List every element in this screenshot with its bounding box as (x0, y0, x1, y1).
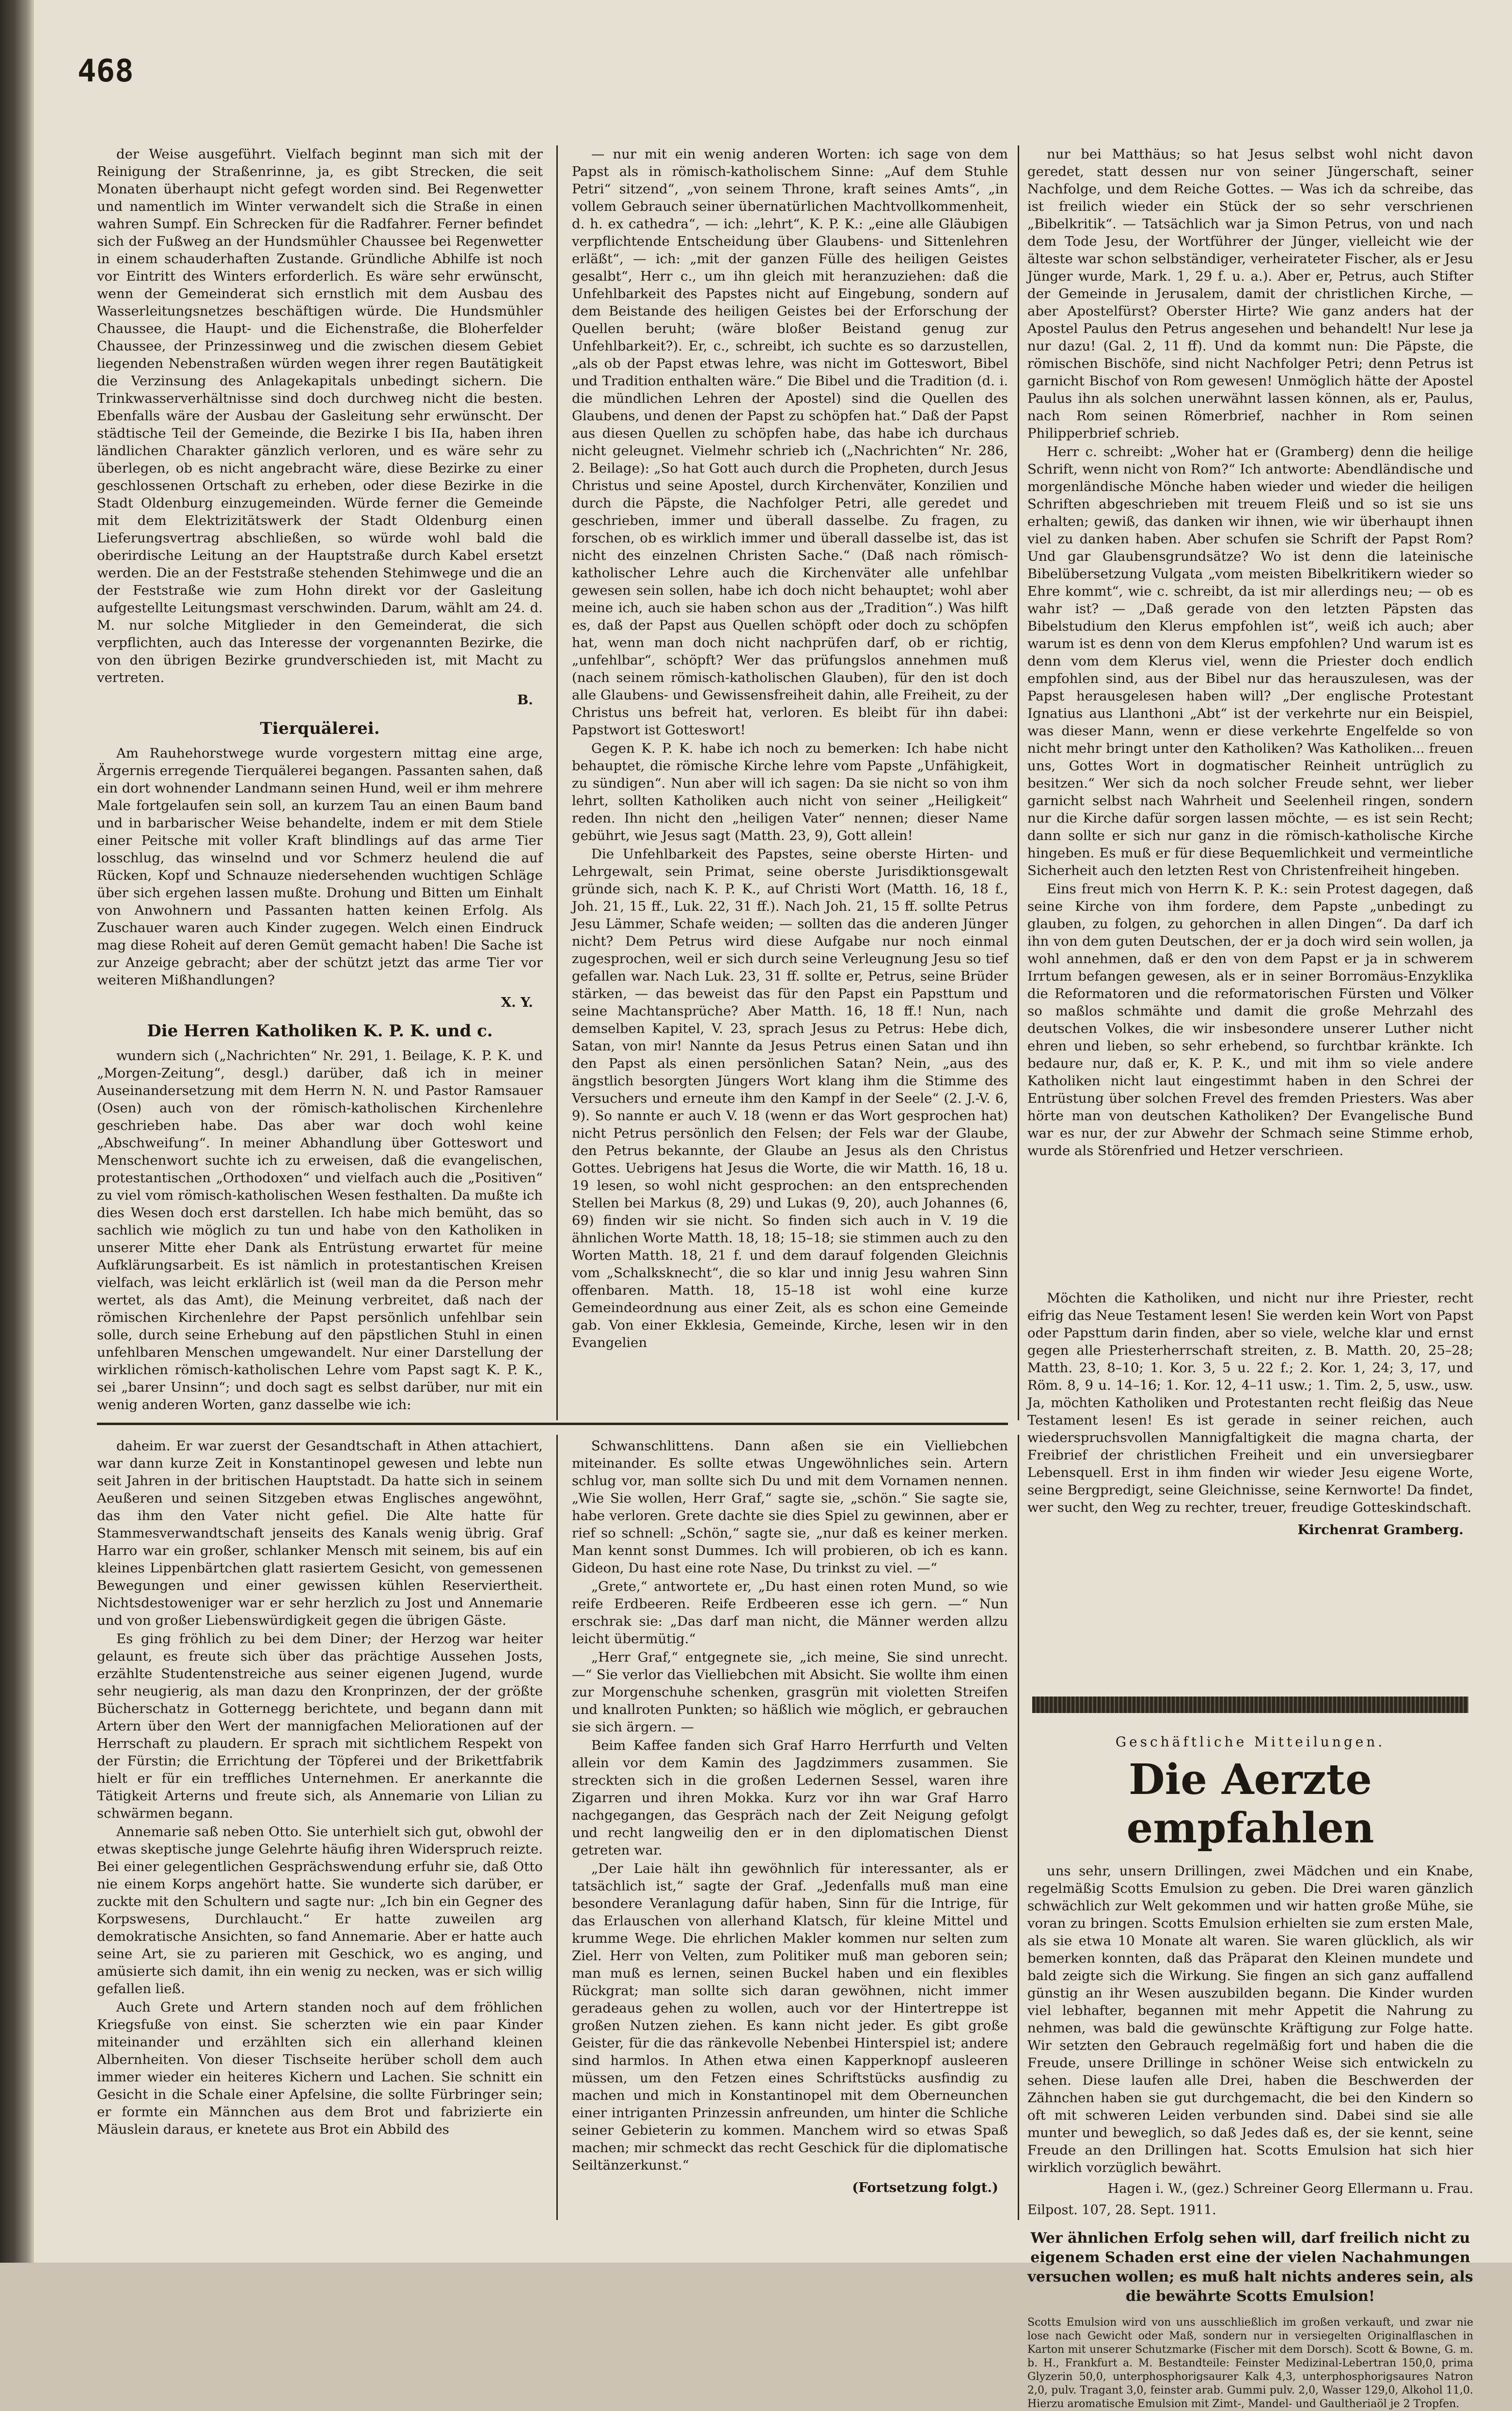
article-paragraph: nur bei Matthäus; so hat Jesus selbst wohl nicht davon geredet, statt dessen nur von seiner Jüngerschaft, seiner Nachfolge, und dem Reiche Gottes. — Was ich da schreibe, das ist freilich wieder ein Stück der so sehr verschrienen „Bibelkritik“. — Tatsächlich war ja Simon Petrus, von und nach dem Tode Jesu, der Wortführer der Jünger, vielleicht wie der älteste war schon selbständiger, verheirateter Fischer, als er Jesu Jünger wurde, Mark. 1, 29 f. u. a.). Aber er, Petrus, auch Stifter der Gemeinde in Jerusalem, damit der christlichen Kirche, — aber Apostelfürst? Oberster Hirte? Wie ganz anders hat der Apostel Paulus den Petrus angesehen und behandelt! Nur lese ja nur dazu! (Gal. 2, 11 ff). Und da kommt nun: Die Päpste, die römischen Bischöfe, sind nicht Nachfolger Petri; denn Petrus ist garnicht Bischof von Rom gewesen! Unmöglich hätte der Apostel Paulus ihn als solchen unerwähnt lassen können, als er, Paulus, nach Rom seinen Römerbrief, nachher in Rom seinen Philipperbrief schrieb. (1027, 146, 1473, 441)
story-paragraph: Es ging fröhlich zu bei dem Diner; der Herzog war heiter gelaunt, es freute sich über das prächtige Aussehen Josts, erzählte Studentenstreiche aus seiner eigenen Jugend, wurde sehr neugierig, als man dazu den Kronprinzen, der der größte Bücherschatz in Gotternegg berichtete, und begann dann mit Artern über den Wert der mannigfachen Meliorationen auf der Herrschaft zu plaudern. Er sprach mit sichtlichem Respekt von der Fürstin; die Errichtung der Töpferei und der Brikettfabrik hielt er für ein treffliches Unternehmen. Er anerkannte die Tätigkeit Arterns und freute sich, als Annemarie von Lilian zu schwärmen begann. (97, 1631, 543, 1821)
article-paragraph: Die Unfehlbarkeit des Papstes, seine oberste Hirten- und Lehrgewalt, sein Primat, seine oberste Jurisdiktionsgewalt gründe sich, nach K. P. K., auf Christi Wort (Matth. 16, 18 f., Joh. 21, 15 ff., Luk. 22, 31 ff.). Nach Joh. 21, 15 ff. sollte Petrus Jesu Lämmer, Schafe weiden; — sollten das die anderen Jünger nicht? Dem Petrus wird diese Aufgabe nur noch einmal zugesprochen, weil er sich durch seine Verleugnung Jesu so tief gefallen war. Nach Luk. 23, 31 ff. sollte er, Petrus, seine Brüder stärken, — das beweist das für den Papst ein Papsttum und seine Machtansprüche? Aber Matth. 16, 18 ff.! Nun, nach demselben Kapitel, V. 23, sprach Jesus zu Petrus: Hebe dich, Satan, von mir! Nannte da Jesus Petrus einen Satan und ihn den Papst als einen persönlichen Satan? Nein, „aus des ängstlich besorgten Jüngers Wort klang ihm die Stimme des Versuchers und erneute ihm den Kampf in der Seele“ (2. J.-V. 6, 9). So nannte er auch V. 18 (wenn er das Wort gesprochen hat) nicht Petrus persönlich den Felsen; der Fels war der Glaube, den Petrus bekannte, der Glaube an Jesus als den Christus Gottes. Uebrigens hat Jesus die Worte, die wir Matth. 16, 18 u. 19 lesen, so wohl nicht gesprochen: an den entsprechenden Stellen bei Markus (8, 29) und Lukas (9, 20), auch Johannes (6, 69) finden wir sie nicht. So finden sich auch in V. 19 die ähnlichen Worte Matth. 18, 18; 15–18; sie stimmen auch zu den Worten Matth. 18, 21 f. und dem darauf folgenden Gleichnis vom „Schalksknecht“, die so klar und innig Jesu wahren Sinn offenbaren. Matth. 18, 15–18 ist wohl eine kurze Gemeindeordnung aus einer Zeit, als es schon eine Gemeinde gab. Von einer Ekklesia, Gemeinde, Kirche, lesen wir in den Evangelien (572, 846, 1008, 1350)
article-column-1 (97, 145, 543, 1412)
article-heading: Tierquälerei. (260, 719, 380, 738)
ad-title: Die Aerzte empfahlen (1126, 1755, 1374, 1853)
section-divider (97, 1423, 1008, 1425)
article-paragraph: der Weise ausgeführt. Vielfach beginnt man sich mit der Reinigung der Straßenrinne, ja, es gibt Strecken, die seit Monaten überhaupt nicht gefegt worden sind. Bei Regenwetter und namentlich im Winter verwandelt sich die Straße in einen wahren Sumpf. Ein Schrecken für die Radfahrer. Ferner befindet sich der Fußweg an der Hundsmühler Chaussee bei Regenwetter in einem schauderhaften Zustande. Gründliche Abhilfe ist noch vor Eintritt des Winters erforderlich. Es wäre sehr erwünscht, wenn der Gemeinderat sich ernstlich mit dem Ausbau des Wasserleitungsnetzes beschäftigen würde. Die Hundsmühler Chaussee, die Haupt- und die Eichenstraße, die Bloherfelder Chaussee, der Prinzessinweg und die zwischen diesem Gebiet liegenden Nebenstraßen würden wegen ihrer regen Bautätigkeit die Verzinsung des Anlagekapitals unbedingt sichern. Die Trinkwasserverhältnisse sind doch durchweg nicht die besten. Ebenfalls wäre der Ausbau der Gasleitung sehr erwünscht. Der städtische Teil der Gemeinde, die Bezirke I bis IIa, haben ihren ländlichen Charakter gänzlich verloren, und es wäre sehr zu überlegen, ob es nicht angebracht wäre, diese Bezirke zu einer geschlossenen Ortschaft zu erheben, oder diese Bezirke in die Stadt Oldenburg einzugemeinden. Würde ferner die Gemeinde mit dem Elektrizitätswerk der Stadt Oldenburg einen Lieferungsvertrag abschließen, so würde wohl bald die oberirdische Leitung an der Hauptstraße durch Kabel ersetzt werden. Die an der Feststraße stehenden Stehimwege und die an der Feststraße wie zum Hohn direkt vor der Gasleitung aufgestellte Leitungsmast verschwinden. Darum, wählt am 24. d. M. nur solche Mitglieder in den Gemeinderat, die sich verpflichten, auch das Interesse der vorgenannten Bezirke, die von den übrigen Bezirke grundverschieden ist, mit Macht zu vertreten. (97, 146, 543, 685)
article-signature: Kirchenrat Gramberg. (1297, 1522, 1464, 1538)
advertisement (1027, 1726, 1473, 2410)
story-paragraph: Annemarie saß neben Otto. Sie unterhielt sich gut, obwohl der etwas skeptische junge Gelehrte häufig ihren Widerspruch reizte. Bei einer gelegentlichen Gesprächswendung erfuhr sie, daß Otto nie einem Korps angehört hatte. Sie wunderte sich darüber, er zuckte mit den Schultern und sagte nur: „Ich bin ein Gegner des Korpswesens, Durchlaucht.“ Er hatte zuweilen arg demokratische Ansichten, so fand Annemarie. Aber er hatte auch seine Art, sie zu parieren mit Geschick, wo es anging, und amüsierte sich damit, ihn ein wenig zu necken, was er sich willig gefallen ließ. (97, 1824, 543, 1997)
article-column-2 (572, 145, 1008, 1411)
article-column-3 (1027, 145, 1473, 1285)
ad-fineprint: Scotts Emulsion wird von uns ausschließlich im großen verkauft, und zwar nie lose nach Gewicht oder Maß, sondern nur in versiegelten Originalflaschen in Karton mit unserer Schutzmarke (Fischer mit dem Dorsch). Scott & Bowne, G. m. b. H., Frankfurt a. M. Bestandteile: Feinster Medizinal-Lebertran 150,0, prima Glyzerin 50,0, unterphosphorigsaurer Kalk 4,3, unterphosphorigsaures Natron 2,0, pulv. Tragant 3,0, feinster arab. Gummi pulv. 2,0, Wasser 129,0, Alkohol 11,0. Hierzu aromatische Emulsion mit Zimt-, Mandel- und Gaultheriaöl je 2 Tropfen. (1027, 2316, 1473, 2410)
story-paragraph: Auch Grete und Artern standen noch auf dem fröhlichen Kriegsfuße von einst. Sie scherzten wie ein paar Kinder miteinander und erzählten sich ein allerhand kleinen Albernheiten. Von dieser Tischseite herüber scholl dem auch immer wieder ein heiteres Kichern und Lachen. Sie schnitt ein Gesicht in die Schale einer Apfelsine, die sollte Fürbringer sein; er formte ein Männchen aus dem Brot und fabrizierte ein Mäuslein daraus, er knetete aus Brot ein Abbild des (97, 1999, 543, 2137)
article-signature: X. Y. (501, 995, 533, 1010)
story-paragraph: Schwanschlittens. Dann aßen sie ein Vielliebchen miteinander. Es sollte etwas Ungewöhnliches sein. Artern schlug vor, man sollte sich Du und mit dem Vornamen nennen. „Wie Sie wollen, Herr Graf,“ sagte sie, „schön.“ Sie sagte sie, habe verloren. Grete dachte sie dies Spiel zu gewinnen, aber er rief so schnell: „Schön,“ sagte sie, „nur daß es keiner merken. Man kennt sonst Dummes. Ich will probieren, ob ich es kann. Gideon, Du hast eine rote Nase, Du trinkst zu viel. —“ (572, 1438, 1008, 1576)
column-rule (1018, 1435, 1019, 2220)
book-binding (0, 0, 34, 2263)
story-paragraph: „Herr Graf,“ entgegnete sie, „ich meine, Sie sind unrecht. —“ Sie verlor das Vielliebchen mit Absicht. Sie wollte ihm einen zur Morgenschuhe schenken, grasgrün mit violetten Streifen und knallroten Punkten; so häßlich wie möglich, er gebrauchen sie sich ärgern. — (572, 1650, 1008, 1735)
story-paragraph: „Grete,“ antwortete er, „Du hast einen roten Mund, so wie reife Erdbeeren. Reife Erdbeeren esse ich gern. —“ Nun erschrak sie: „Das darf man nicht, die Männer werden allzu leicht übermütig.“ (572, 1579, 1008, 1647)
article-heading: Die Herren Katholiken K. P. K. und c. (147, 1021, 493, 1041)
article-paragraph: — nur mit ein wenig anderen Worten: ich sage von dem Papst als in römisch-katholischem Sinne: „Auf dem Stuhle Petri“ sitzend“, „von seinem Throne, kraft seines Amts“, „in vollem Gebrauch seiner übernatürlichen Machtvollkommenheit, d. h. ex cathedra“, — ich: „lehrt“, K. P. K.: „eine alle Gläubigen verpflichtende Entscheidung über Glaubens- und Sittenlehren erläßt“, — ich: „mit der ganzen Fülle des heiligen Geistes gesalbt“, Herr c., um ihn gleich mit heranzuziehen: daß die Unfehlbarkeit des Papstes nicht auf Eingebung, sondern auf dem Beistande des heiligen Geistes bei der Erforschung der Quellen beruht; (wäre bloßer Beistand genug zur Unfehlbarkeit?). Er, c., schreibt, ich suchte es so darzustellen, „als ob der Papst etwas lehre, was nicht im Gotteswort, Bibel und Tradition enthalten wäre.“ Die Bibel und die Tradition (d. i. die mündlichen Lehren der Apostel) sind die Quellen des Glaubens, und denen der Papst zu schöpfen hat.“ Daß der Papst aus diesen Quellen zu schöpfen habe, das habe ich durchaus nicht geleugnet. Vielmehr schrieb ich („Nachrichten“ Nr. 286, 2. Beilage): „So hat Gott auch durch die Propheten, durch Jesus Christus und seine Apostel, durch Kirchenväter, Konzilien und durch die Päpste, die Nachfolger Petri, alle geredet und geschrieben, immer und überall dasselbe. Zu fragen, zu forschen, ob es wirklich immer und überall dasselbe ist, das ist nicht des einzelnen Christen Sache.“ (Daß nach römisch-katholischer Lehre auch die Kirchenväter alle unfehlbar gewesen sein sollen, habe ich doch nicht behauptet; wohl aber meine ich, auch sie haben schon aus der „Tradition“.) Was hilft es, daß der Papst aus Quellen schöpft oder doch zu schöpfen hat, wenn man doch nicht nachprüfen darf, ob er richtig, „unfehlbar“, schöpft? Wer das prüfungslos annehmen muß (nach seinem römisch-katholischen Glauben), für den ist doch alle Glaubens- und Gewissensfreiheit dahin, alle Freiheit, zu der Christus uns befreit hat, verloren. Es bleibt für ihn dabei: Papstwort ist Gotteswort! (572, 146, 1008, 738)
ad-signature: Hagen i. W., (gez.) Schreiner Georg Ellermann u. Frau. (1107, 2181, 1473, 2196)
feuilleton-column-2 (572, 1437, 1008, 2213)
feuilleton-column-1 (97, 1437, 543, 2213)
ad-callout: Wer ähnlichen Erfolg sehen will, darf freilich nicht zu eigenem Schaden erst eine der vielen Nachahmungen versuchen wollen; es muß halt nichts anderes sein, als die bewährte Scotts Emulsion! (1027, 2230, 1473, 2305)
page-number: 468 (78, 53, 134, 89)
column-rule (1018, 145, 1019, 1420)
column-rule (556, 1435, 558, 2220)
story-paragraph: Beim Kaffee fanden sich Graf Harro Herrfurth und Velten allein vor dem Kamin des Jagdzimmers zusammen. Sie streckten sich in die großen Ledernen Sessel, waren ihre Zigarren und ihren Mokka. Kurz vor ihn war Graf Harro nachgegangen, das Gespräch nach der Zeit Neigung gefolgt und recht langweilig den er in den diplomatischen Dienst getreten war. (572, 1738, 1008, 1858)
article-paragraph: Möchten die Katholiken, und nicht nur ihre Priester, recht eifrig das Neue Testament lesen! Sie werden kein Wort von Papst oder Papsttum darin finden, aber so viele, welche klar und ernst gegen alle Priesterherrschaft streiten, z. B. Matth. 20, 25–28; Matth. 23, 8–10; 1. Kor. 3, 5 u. 22 f.; 2. Kor. 1, 24; 3, 17, und Röm. 8, 9 u. 14–16; 1. Kor. 12, 4–11 usw.; 1. Tim. 2, 5, usw., usw. Ja, möchten Katholiken und Protestanten recht fleißig das Neue Testament lesen! Es ist gerade in seiner reichen, auch wiederspruchsvollen Mannigfaltigkeit die magna charta, der Freibrief der christlichen Freiheit und ein unversiegbarer Lebensquell. Erst in ihm finden wir wieder Jesu eigene Worte, seine Bergpredigt, seine Gleichnisse, seine Kernworte! Da findet, wer sucht, den Weg zu rechter, treuer, freudige Gotteskindschaft. (1027, 1290, 1473, 1515)
article-column-3-end (1027, 1289, 1473, 1538)
article-paragraph: wundern sich („Nachrichten“ Nr. 291, 1. Beilage, K. P. K. und „Morgen-Zeitung“, desgl.) darüber, daß ich in meiner Auseinandersetzung mit dem Herrn N. N. und Pastor Ramsauer (Osen) auch von der römisch-katholischen Kirchenlehre geschrieben habe. Das aber war doch wohl keine „Abschweifung“. In meiner Abhandlung über Gotteswort und Menschenwort suchte ich zu erweisen, daß die evangelischen, protestantischen „Orthodoxen“ und vielfach auch die „Positiven“ zu viel vom römisch-katholischen Wesen festhalten. Da mußte ich dies Wesen doch erst darstellen. Ich habe mich bemüht, das so sachlich wie möglich zu tun und habe von den Katholiken in unserer Mitte eher Dank als Entrüstung erwartet für meine Aufklärungsarbeit. Es ist nämlich in protestantischen Kreisen vielfach, was leicht erklärlich ist (weil man da die Person mehr wertet, als das Amt), die Meinung verbreitet, daß nach der römischen Kirchenlehre der Papst persönlich unfehlbar sein solle, durch seine Erhebung auf den päpstlichen Stuhl in einen unfehlbaren Menschen umgewandelt. Nur einer Darstellung der wirklichen römisch-katholischen Lehre vom Papst sagt K. P. K., sei „barer Unsinn“; und doch sagt es selbst darüber, nur mit ein wenig anderen Worten, ganz dasselbe wie ich: (97, 1048, 543, 1412)
article-paragraph: Am Rauhehorstwege wurde vorgestern mittag eine arge, Ärgernis erregende Tierquälerei begangen. Passanten sahen, daß ein dort wohnender Landmann seinen Hund, weil er ihm mehrere Male fortgelaufen sein soll, an kurzem Tau an einen Baum band und in barbarischer Weise behandelte, indem er mit dem Stiele einer Peitsche mit voller Kraft blindlings auf das arme Tier losschlug, das winselnd und vor Schmerz heulend die auf Rücken, Kopf und Schnauze niedersehenden wuchtigen Schläge über sich ergehen lassen mußte. Drohung und Bitten um Einhalt von Anwohnern und Passanten hatten keinen Erfolg. Als Zuschauer waren auch Kinder zugegen. Welch einen Eindruck mag diese Roheit auf deren Gemüt gemacht haben! Die Sache ist zur Anzeige gebracht; aber der schützt jetzt das arme Tier vor weiteren Mißhandlungen? (97, 746, 543, 988)
ad-separator-bar (1032, 1697, 1468, 1713)
ad-date: Eilpost. 107, 28. Sept. 1911. (1027, 2203, 1216, 2218)
continuation-note: (Fortsetzung folgt.) (852, 2180, 998, 2195)
story-paragraph: „Der Laie hält ihn gewöhnlich für interessanter, als er tatsächlich ist,“ sagte der Graf. „Jedenfalls muß man eine besondere Veranlagung dafür haben, Sinn für die Intrige, für das Erlauschen von allerhand Klatsch, für kleine Mittel und krumme Wege. Die ehrlichen Makler kommen nur selten zum Ziel. Herr von Velten, zum Politiker muß man geboren sein; man muß es lernen, seinen Buckel haben und ein flexibles Rückgrat; man sollte sich daran gewöhnen, nicht immer geradeaus gehen zu wollen, auch vor der Hintertreppe ist großen Nutzen ziehen. Es kann nicht jeder. Es gibt große Geister, für die das ränkevolle Nebenbei Hinterspiel ist; andere sind harmlos. In Athen etwa einen Kapperknopf ausleeren müssen, um den Fetzen eines Schriftstücks ausfindig zu machen und mich in Konstantinopel mit dem Oberneunchen einer intriganten Prinzessin anfreunden, um hinter die Schliche seiner Gebieterin zu kommen. Manchem wird so etwas Spaß machen; mir schmeckt das recht Geschick für die diplomatische Seiltänzerkunst.“ (572, 1861, 1008, 2173)
story-paragraph: daheim. Er war zuerst der Gesandtschaft in Athen attachiert, war dann kurze Zeit in Konstantinopel gewesen und lebte nun seit Jahren in der britischen Hauptstadt. Da hatte sich in seinem Aeußeren und seinen Sitzgeben etwas Englisches angewöhnt, das ihm den Vater nicht gefiel. Die Alte hatte für Stammesverwandtschaft jenseits des Kanals wenig übrig. Graf Harro war ein großer, schlanker Mensch mit seinem, bis auf ein kleines Lippenbärtchen glatt rasiertem Gesicht, von gemessenen Bewegungen und einer gewissen kühlen Reserviertheit. Nichtsdestoweniger war er sehr herzlich zu Jost und Annemarie und von großer Liebenswürdigkeit gegen die übrigen Gäste. (97, 1438, 543, 1628)
column-rule (556, 145, 558, 1420)
article-paragraph: Gegen K. P. K. habe ich noch zu bemerken: Ich habe nicht behauptet, die römische Kirche lehre vom Papste „Unfähigkeit, zu sündigen“. Nun aber will ich sagen: Da sie nicht so von ihm lehrt, sollten Katholiken auch nicht von seiner „Heiligkeit“ reden. Ihn nicht den „heiligen Vater“ nennen; dieser Name gebührt, wie Jesus sagt (Matth. 23, 9), Gott allein! (572, 741, 1008, 843)
article-signature: B. (517, 692, 533, 708)
ad-section-heading: Geschäftliche Mitteilungen. (1115, 1734, 1386, 1750)
article-paragraph: Eins freut mich von Herrn K. P. K.: sein Protest dagegen, daß seine Kirche von ihm fordere, dem Papste „unbedingt zu glauben, zu folgen, zu gehorchen in allen Dingen“. Da darf ich ihn von dem guten Deutschen, der er ja doch wird sein wollen, ja wohl annehmen, daß er den von dem Papst er ja in schwerem Irrtum befangen gewesen, als er in seiner Borromäus-Enzyklika die Reformatoren und die reformatorischen Fürsten und Völker so maßlos schmähte und damit die große Mehrzahl des deutschen Volkes, die wir insbesondere unserer Luther nicht ehren und lieben, so sehr erhebend, so furchtbar kränkte. Ich bedaure nur, daß er, K. P. K., und mit ihm so viele andere Katholiken nicht laut eingestimmt haben in den Schrei der Entrüstung über solchen Frevel des fremden Priesters. Was aber hörte man von deutschen Katholiken? Der Evangelische Bund war es nur, der zur Abwehr der Schmach seine Stimme erhob, wurde als Störenfried und Hetzer verschrieen. (1027, 881, 1473, 1158)
article-paragraph: Herr c. schreibt: „Woher hat er (Gramberg) denn die heilige Schrift, wenn nicht von Rom?“ Ich antworte: Abendländische und morgenländische Mönche haben wieder und wieder die heiligen Schriften abgeschrieben mit treuem Fleiß und so ist sie uns erhalten; gewiß, das danken wir ihnen, wie wir überhaupt ihnen viel zu danken haben. Aber schufen sie Schrift der Papst Rom? Und gar Glaubensgrundsätze? Wo ist denn die lateinische Bibelübersetzung Vulgata „vom meisten Bibelkritikern wieder so Ehre kommt“, wie c. schreibt, da ist mir allerdings neu; — ob es wahr ist? — „Daß gerade von den letzten Päpsten das Bibelstudium den Klerus empfohlen ist“, weiß ich auch; aber warum ist es denn von dem Klerus empfohlen? Und warum ist es denn vom dem Klerus viel, wenn die Priester doch endlich empfohlen sind, aus der Bibel nur das herauszulesen, was der Papst herausgelesen haben will? „Der englische Protestant Ignatius aus Llanthoni „Abt“ ist der verkehrte nur ein Beispiel, was dieser Mann, wenn er diese verkehrte Engelfelde so von nicht mehr bringt unter den Katholiken? Was Katholiken... freuen uns, Gottes Wort in dogmatischer Reinheit untrüglich zu besitzen.“ Wer sich da noch solcher Freude sehnt, wer lieber garnicht selbst nach Wahrheit und Seelenheil ringen, sondern nur die Kirche dafür sorgen lassen möchte, — es ist sein Recht; dann sollte er sich nur ganz in die römisch-katholische Kirche hingeben. Es muß er für diese Bequemlichkeit und vermeintliche Sicherheit auch den letzten Rest von Christenfreiheit hingeben. (1027, 444, 1473, 878)
ad-paragraph: uns sehr, unsern Drillingen, zwei Mädchen und ein Knabe, regelmäßig Scotts Emulsion zu geben. Die Drei waren gänzlich schwächlich zur Welt gekommen und wir hatten große Mühe, sie voran zu bringen. Scotts Emulsion erhielten sie zum ersten Male, als sie etwa 10 Monate alt waren. Sie waren glücklich, als wir bemerken konnten, daß das Präparat den Kleinen mundete und bald zeigte sich die Wirkung. Sie fingen an sich ganz auffallend günstig an ihr Wesen auszubilden begann. Die Kinder wurden viel lebhafter, begannen mit mehr Appetit die Nahrung zu nehmen, was bald die gewünschte Kräftigung zur Folge hatte. Wir setzten den Gebrauch regelmäßig fort und haben die die Freude, unsere Drillinge in schöner Weise sich entwickeln zu sehen. Diese laufen alle Drei, haben die Beschwerden der Zähnchen haben sie gut durchgemacht, die bei den Kindern so oft mit schweren Leiden verbunden sind. Dabei sind sie alle munter und beweglich, so daß Jedes daß es, der sie kennt, seine Freude an den Drillingen hat. Scotts Emulsion hat sich hier wirklich vorzüglich bewährt. (1027, 1863, 1473, 2175)
